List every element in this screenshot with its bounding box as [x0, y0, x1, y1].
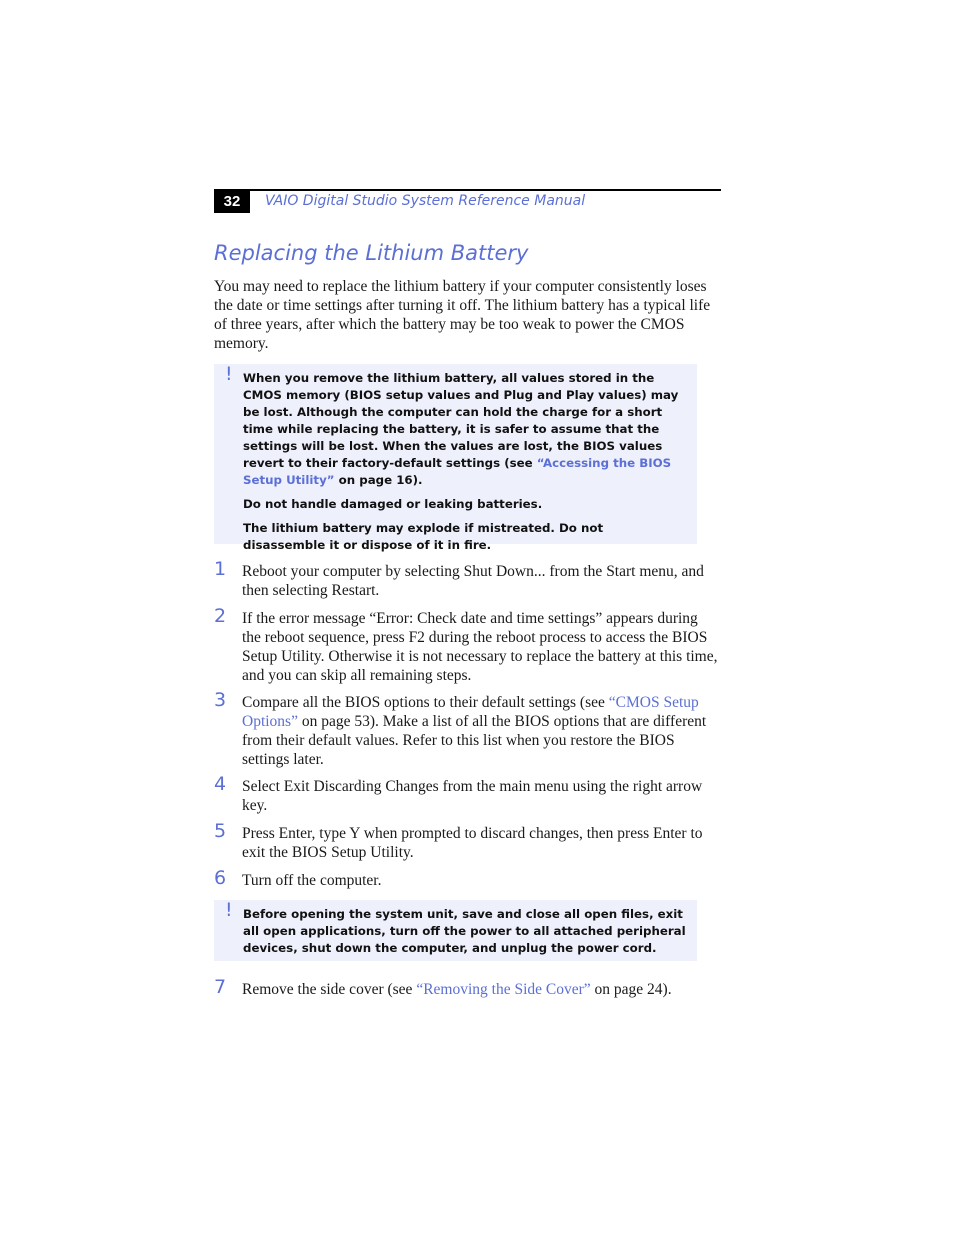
step-text: Select Exit Discarding Changes from the main menu using the right arrow key. [242, 778, 703, 814]
caution-paragraph: Do not handle damaged or leaking batteries. [243, 497, 543, 511]
link-cmos-setup-options[interactable]: “CMOS Setup Options” [242, 694, 699, 730]
link-accessing-bios[interactable]: “Accessing the BIOS Setup Utility” [243, 456, 672, 487]
step-number: 4 [214, 773, 227, 795]
step-text: Remove the side cover (see “Removing the Side Cover” on page 24). [242, 981, 672, 998]
step-number: 7 [214, 976, 227, 998]
caution-box [214, 363, 697, 552]
caution-box [214, 900, 697, 961]
step-number: 2 [214, 605, 227, 627]
header-rule [214, 189, 721, 191]
caution-paragraph: The lithium battery may explode if mistreated. Do not disassemble it or dispose of it in fire. [243, 521, 604, 552]
section-title: Replacing the Lithium Battery [214, 241, 529, 265]
step-number: 3 [214, 689, 227, 711]
caution-icon: ! [225, 899, 233, 921]
intro-paragraph: You may need to replace the lithium battery if your computer consistently loses the date or time settings after turning it off. The lithium battery has a typical life of three years, after which the battery may be too weak to power the CMOS memory. [214, 278, 711, 352]
running-title: VAIO Digital Studio System Reference Manual [265, 193, 586, 209]
step-text: Press Enter, type Y when prompted to discard changes, then press Enter to exit the BIOS Setup Utility. [242, 825, 703, 861]
caution-paragraph: When you remove the lithium battery, all values stored in the CMOS memory (BIOS setup values and Plug and Play values) may be lost. Although the computer can hold the charge for a short time while replacing the battery, it is safer to assume that the settings will be lost. When the values are lost, the BIOS values revert to their factory-default settings (see “Accessing the BIOS Setup Utility” on page 16). [243, 371, 679, 487]
caution-paragraph: Before opening the system unit, save and close all open files, exit all open applications, turn off the power to all attached peripheral devices, shut down the computer, and unplug the power cord. [243, 907, 686, 955]
link-removing-side-cover[interactable]: “Removing the Side Cover” [416, 981, 591, 998]
page-number: 32 [214, 191, 250, 213]
step-number: 5 [214, 820, 227, 842]
step-text: If the error message “Error: Check date and time settings” appears during the reboot sequence, press F2 during the reboot process to access the BIOS Setup Utility. Otherwise it is not necessary to replace the battery at this time, and you can skip all remaining steps. [242, 610, 718, 684]
step-number: 6 [214, 867, 227, 889]
caution-icon: ! [225, 363, 233, 385]
step-text: Reboot your computer by selecting Shut Down... from the Start menu, and then selecting Restart. [242, 563, 704, 599]
step-text: Compare all the BIOS options to their default settings (see “CMOS Setup Options” on page 53). Make a list of all the BIOS options that are different from their default values. Refer to this list when you restore the BIOS settings later. [242, 694, 707, 768]
step-number: 1 [214, 558, 227, 580]
step-text: Turn off the computer. [242, 872, 382, 889]
